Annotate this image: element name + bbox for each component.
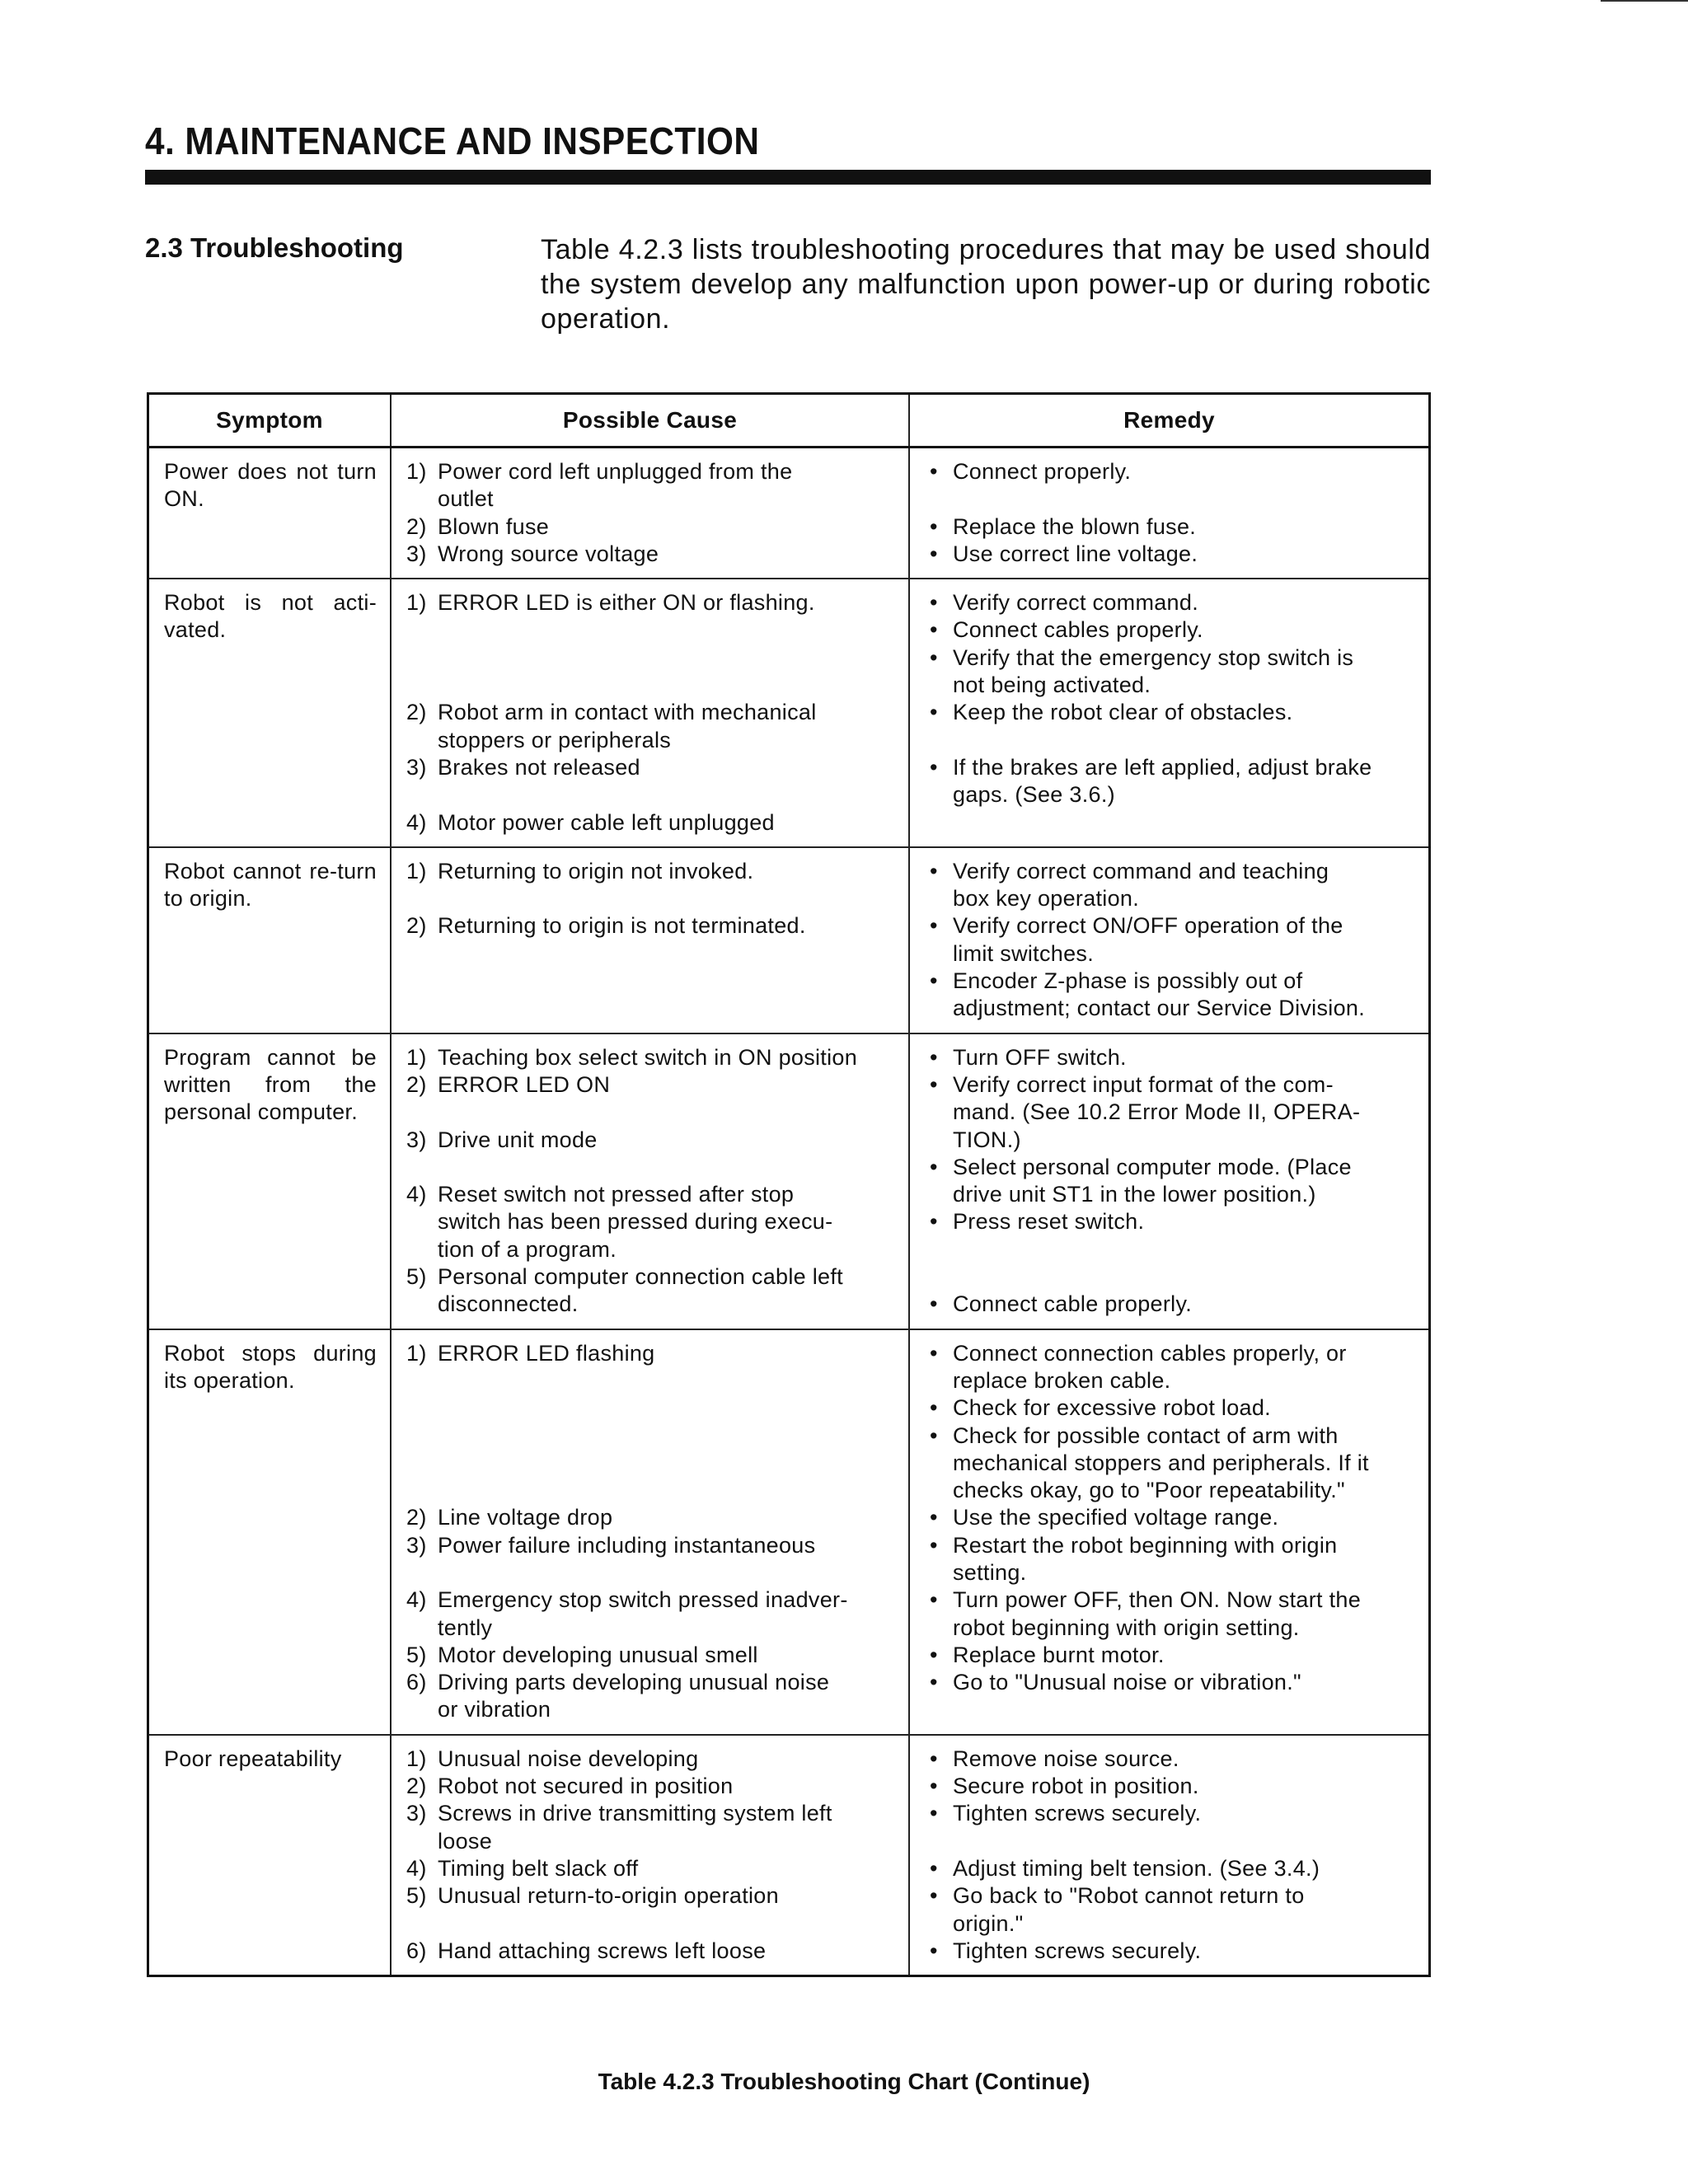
bullet-icon: •	[930, 1422, 938, 1448]
cause-text: Screws in drive transmitting system left	[438, 1801, 832, 1826]
symptom-cell: Robot cannot re-turn to origin.	[148, 847, 392, 1033]
remedy-line	[925, 1504, 1415, 1531]
remedy-text: Use the specified voltage range.	[953, 1505, 1279, 1530]
cause-text: tion of a program.	[438, 1236, 617, 1262]
remedy-text: Press reset switch.	[953, 1209, 1145, 1235]
cause-line	[406, 1828, 895, 1855]
table-row	[148, 579, 1430, 847]
bullet-icon: •	[930, 754, 938, 780]
remedy-text: Check for possible contact of arm with	[953, 1422, 1339, 1448]
cause-number	[406, 1828, 438, 1855]
cause-number: 3)	[406, 1801, 427, 1826]
table-row	[148, 847, 1430, 1033]
cause-line	[406, 458, 895, 485]
bullet-icon	[925, 1367, 953, 1394]
remedy-text: box key operation.	[953, 886, 1140, 912]
remedy-text: Select personal computer mode. (Place	[953, 1154, 1352, 1179]
remedy-line	[925, 1450, 1415, 1477]
remedy-text: Go back to "Robot cannot return to	[953, 1883, 1305, 1909]
remedy-line	[925, 1615, 1415, 1642]
remedy-text: drive unit ST1 in the lower position.)	[953, 1182, 1316, 1207]
cause-text: Robot not secured in position	[438, 1774, 734, 1799]
cause-text: Driving parts developing unusual noise	[438, 1670, 830, 1695]
remedy-line	[925, 644, 1415, 672]
spacer	[406, 672, 895, 699]
remedy-line	[925, 1340, 1415, 1367]
spacer	[406, 1422, 895, 1450]
cause-number: 1)	[406, 1340, 427, 1366]
bullet-icon: •	[930, 1505, 938, 1530]
remedy-line	[925, 1882, 1415, 1910]
cause-text: Wrong source voltage	[438, 541, 659, 566]
spacer	[925, 727, 1415, 754]
cause-text: Motor power cable left unplugged	[438, 809, 775, 835]
cause-number: 1)	[406, 858, 427, 883]
cause-line	[406, 1263, 895, 1291]
remedy-line	[925, 1800, 1415, 1827]
cause-text: Personal computer connection cable left	[438, 1264, 843, 1290]
cause-line	[406, 1044, 895, 1071]
top-edge-rule	[1601, 0, 1688, 2]
bullet-icon: •	[930, 1883, 938, 1909]
remedy-line	[925, 1127, 1415, 1154]
bullet-icon: •	[930, 1801, 938, 1826]
cause-line	[406, 1340, 895, 1367]
remedy-text: not being activated.	[953, 673, 1151, 698]
cause-number: 1)	[406, 1746, 427, 1771]
cause-number: 5)	[406, 1883, 427, 1909]
bullet-icon	[925, 1615, 953, 1642]
bullet-icon: •	[930, 513, 938, 539]
cause-line	[406, 1071, 895, 1099]
header-symptom: Symptom	[148, 394, 392, 448]
remedy-line	[925, 968, 1415, 995]
cause-number	[406, 1236, 438, 1263]
remedy-line	[925, 1855, 1415, 1882]
remedy-text: Use correct line voltage.	[953, 541, 1198, 566]
bullet-icon: •	[930, 459, 938, 484]
remedy-text: Encoder Z-phase is possibly out of	[953, 968, 1303, 994]
cause-line	[406, 727, 895, 754]
remedy-text: Keep the robot clear of obstacles.	[953, 700, 1293, 725]
cause-number: 4)	[406, 1855, 427, 1881]
remedy-cell	[909, 847, 1430, 1033]
spacer	[406, 1559, 895, 1586]
cause-number: 2)	[406, 1774, 427, 1799]
cause-number: 1)	[406, 1044, 427, 1070]
remedy-line	[925, 1181, 1415, 1208]
cause-number	[406, 1615, 438, 1642]
remedy-cell	[909, 448, 1430, 579]
remedy-text: adjustment; contact our Service Division.	[953, 996, 1366, 1021]
remedy-line	[925, 1669, 1415, 1696]
remedy-text: origin."	[953, 1910, 1024, 1936]
cause-text: Blown fuse	[438, 513, 550, 539]
remedy-line	[925, 1532, 1415, 1559]
cause-number: 5)	[406, 1642, 427, 1667]
remedy-line	[925, 1642, 1415, 1669]
cause-line	[406, 1642, 895, 1669]
remedy-text: Restart the robot beginning with origin	[953, 1532, 1338, 1558]
cause-text: disconnected.	[438, 1291, 579, 1317]
remedy-text: Connect cables properly.	[953, 617, 1203, 643]
cause-number: 6)	[406, 1670, 427, 1695]
spacer	[925, 1236, 1415, 1263]
cause-number: 2)	[406, 913, 427, 939]
cause-text: Robot arm in contact with mechanical	[438, 700, 817, 725]
cause-text: Unusual return-to-origin operation	[438, 1883, 779, 1909]
title-underline-bar	[145, 170, 1431, 185]
cause-text: Teaching box select switch in ON position	[438, 1044, 858, 1070]
bullet-icon: •	[930, 1044, 938, 1070]
cause-text: switch has been pressed during execu-	[438, 1209, 833, 1235]
bullet-icon: •	[930, 858, 938, 883]
cause-number: 4)	[406, 1587, 427, 1613]
remedy-text: mand. (See 10.2 Error Mode II, OPERA-	[953, 1099, 1361, 1125]
bullet-icon: •	[930, 1291, 938, 1317]
remedy-line	[925, 1071, 1415, 1099]
bullet-icon: •	[930, 700, 938, 725]
cause-number: 3)	[406, 541, 427, 566]
remedy-line	[925, 858, 1415, 885]
remedy-line	[925, 1422, 1415, 1450]
spacer	[406, 1099, 895, 1126]
cause-text: Reset switch not pressed after stop	[438, 1182, 795, 1207]
intro-paragraph: Table 4.2.3 lists troubleshooting procedures that may be used should the system develop any malfunction upon power-up or during robotic operation.	[541, 234, 1431, 335]
remedy-line	[925, 458, 1415, 485]
cause-line	[406, 1127, 895, 1154]
remedy-text: Turn power OFF, then ON. Now start the	[953, 1587, 1362, 1613]
remedy-text: limit switches.	[953, 940, 1095, 966]
cause-line	[406, 1855, 895, 1882]
cause-text: Motor developing unusual smell	[438, 1642, 758, 1667]
troubleshooting-table	[147, 392, 1431, 1977]
bullet-icon	[925, 1450, 953, 1477]
cause-line	[406, 513, 895, 541]
bullet-icon: •	[930, 1774, 938, 1799]
cause-text: Emergency stop switch pressed inadver-	[438, 1587, 848, 1613]
bullet-icon: •	[930, 1642, 938, 1667]
cause-text: Unusual noise developing	[438, 1746, 699, 1771]
remedy-text: setting.	[953, 1559, 1027, 1585]
remedy-text: Verify correct input format of the com-	[953, 1071, 1334, 1097]
cause-line	[406, 1236, 895, 1263]
spacer	[406, 1477, 895, 1504]
bullet-icon	[925, 1099, 953, 1126]
cause-line	[406, 1532, 895, 1559]
bullet-icon: •	[930, 1071, 938, 1097]
bullet-icon	[925, 1477, 953, 1504]
spacer	[406, 885, 895, 912]
bullet-icon: •	[930, 590, 938, 616]
cause-line	[406, 1800, 895, 1827]
bullet-icon: •	[930, 617, 938, 643]
remedy-line	[925, 1559, 1415, 1586]
cause-line	[406, 912, 895, 940]
remedy-line	[925, 672, 1415, 699]
cause-line	[406, 699, 895, 726]
bullet-icon	[925, 1559, 953, 1586]
bullet-icon: •	[930, 1746, 938, 1771]
bullet-icon	[925, 1181, 953, 1208]
cause-line	[406, 1746, 895, 1773]
remedy-line	[925, 1477, 1415, 1504]
remedy-line	[925, 513, 1415, 541]
table-row	[148, 1735, 1430, 1976]
remedy-text: Connect properly.	[953, 459, 1132, 484]
cause-line	[406, 754, 895, 781]
cause-cell	[391, 1033, 909, 1329]
bullet-icon	[925, 672, 953, 699]
remedy-text: Go to "Unusual noise or vibration."	[953, 1670, 1301, 1695]
cause-number: 2)	[406, 1071, 427, 1097]
bullet-icon	[925, 940, 953, 968]
symptom-cell: Poor repeatability	[148, 1735, 392, 1976]
remedy-line	[925, 1291, 1415, 1318]
cause-text: ERROR LED flashing	[438, 1340, 655, 1366]
cause-number	[406, 1696, 438, 1723]
header-remedy: Remedy	[909, 394, 1430, 448]
cause-number: 1)	[406, 459, 427, 484]
remedy-text: replace broken cable.	[953, 1367, 1171, 1393]
cause-text: outlet	[438, 486, 494, 512]
bullet-icon: •	[930, 644, 938, 670]
cause-number	[406, 485, 438, 513]
symptom-cell: Robot is not acti-vated.	[148, 579, 392, 847]
spacer	[925, 1263, 1415, 1291]
symptom-cell: Power does not turn ON.	[148, 448, 392, 579]
bullet-icon	[925, 1910, 953, 1938]
cause-number: 2)	[406, 513, 427, 539]
cause-line	[406, 1208, 895, 1235]
remedy-line	[925, 1367, 1415, 1394]
cause-number: 5)	[406, 1264, 427, 1290]
remedy-text: Check for excessive robot load.	[953, 1395, 1271, 1421]
cause-line	[406, 1291, 895, 1318]
remedy-text: robot beginning with origin setting.	[953, 1615, 1300, 1640]
cause-number: 2)	[406, 1505, 427, 1530]
spacer	[406, 1910, 895, 1938]
chapter-title: 4. MAINTENANCE AND INSPECTION	[145, 120, 760, 162]
spacer	[406, 1394, 895, 1422]
remedy-text: Remove noise source.	[953, 1746, 1179, 1771]
spacer	[406, 1367, 895, 1394]
bullet-icon	[925, 1127, 953, 1154]
remedy-text: Verify correct command and teaching	[953, 858, 1329, 883]
cause-text: Power cord left unplugged from the	[438, 459, 793, 484]
cause-line	[406, 858, 895, 885]
cause-number: 4)	[406, 809, 427, 835]
bullet-icon: •	[930, 1938, 938, 1963]
remedy-text: If the brakes are left applied, adjust brake	[953, 754, 1372, 780]
cause-number	[406, 727, 438, 754]
bullet-icon: •	[930, 1395, 938, 1421]
remedy-text: Verify correct ON/OFF operation of the	[953, 913, 1343, 939]
remedy-line	[925, 1154, 1415, 1181]
cause-text: Returning to origin is not terminated.	[438, 913, 806, 939]
remedy-line	[925, 1910, 1415, 1938]
bullet-icon: •	[930, 1855, 938, 1881]
cause-line	[406, 1882, 895, 1910]
cause-text: Power failure including instantaneous	[438, 1532, 816, 1558]
section-heading: 2.3 Troubleshooting	[145, 232, 404, 263]
spacer	[406, 1154, 895, 1181]
bullet-icon: •	[930, 968, 938, 994]
cause-line	[406, 809, 895, 837]
remedy-line	[925, 1394, 1415, 1422]
cause-text: Brakes not released	[438, 754, 640, 780]
cause-text: Line voltage drop	[438, 1505, 613, 1530]
table-row	[148, 448, 1430, 579]
cause-text: Hand attaching screws left loose	[438, 1938, 767, 1963]
remedy-cell	[909, 1033, 1430, 1329]
cause-line	[406, 1586, 895, 1614]
remedy-line	[925, 541, 1415, 568]
cause-number: 4)	[406, 1182, 427, 1207]
remedy-line	[925, 995, 1415, 1022]
remedy-line	[925, 1938, 1415, 1965]
symptom-cell: Program cannot be written from the personal computer.	[148, 1033, 392, 1329]
bullet-icon: •	[930, 541, 938, 566]
cause-text: Timing belt slack off	[438, 1855, 639, 1881]
bullet-icon: •	[930, 1670, 938, 1695]
cause-cell	[391, 579, 909, 847]
remedy-line	[925, 699, 1415, 726]
cause-number: 6)	[406, 1938, 427, 1963]
remedy-line	[925, 1746, 1415, 1773]
remedy-text: Replace burnt motor.	[953, 1642, 1165, 1667]
cause-text: loose	[438, 1828, 493, 1854]
cause-cell	[391, 1735, 909, 1976]
remedy-cell	[909, 1735, 1430, 1976]
remedy-text: Secure robot in position.	[953, 1774, 1199, 1799]
remedy-text: mechanical stoppers and peripherals. If it	[953, 1450, 1369, 1475]
remedy-line	[925, 589, 1415, 616]
table-row	[148, 1033, 1430, 1329]
remedy-text: Adjust timing belt tension. (See 3.4.)	[953, 1855, 1320, 1881]
remedy-text: gaps. (See 3.6.)	[953, 782, 1115, 808]
cause-line	[406, 1696, 895, 1723]
remedy-text: checks okay, go to "Poor repeatability."	[953, 1478, 1345, 1503]
cause-line	[406, 1504, 895, 1531]
remedy-line	[925, 912, 1415, 940]
symptom-cell: Robot stops during its operation.	[148, 1329, 392, 1735]
cause-line	[406, 1669, 895, 1696]
bullet-icon: •	[930, 1154, 938, 1179]
bullet-icon: •	[930, 1209, 938, 1235]
bullet-icon: •	[930, 913, 938, 939]
remedy-line	[925, 1044, 1415, 1071]
remedy-text: Turn OFF switch.	[953, 1044, 1127, 1070]
cause-line	[406, 589, 895, 616]
cause-line	[406, 1938, 895, 1965]
bullet-icon: •	[930, 1340, 938, 1366]
spacer	[406, 781, 895, 808]
remedy-cell	[909, 1329, 1430, 1735]
bullet-icon: •	[930, 1587, 938, 1613]
table-row	[148, 1329, 1430, 1735]
table-body	[148, 448, 1430, 1976]
cause-number: 3)	[406, 754, 427, 780]
remedy-text: Tighten screws securely.	[953, 1801, 1202, 1826]
spacer	[406, 616, 895, 644]
cause-number: 2)	[406, 700, 427, 725]
bullet-icon	[925, 995, 953, 1022]
remedy-line	[925, 754, 1415, 781]
bullet-icon	[925, 781, 953, 808]
cause-line	[406, 485, 895, 513]
cause-text: ERROR LED is either ON or flashing.	[438, 590, 815, 616]
cause-text: stoppers or peripherals	[438, 727, 672, 752]
spacer	[406, 644, 895, 672]
bullet-icon	[925, 885, 953, 912]
table-header-row	[148, 394, 1430, 448]
remedy-text: Verify that the emergency stop switch is	[953, 644, 1354, 670]
cause-line	[406, 1615, 895, 1642]
remedy-text: Verify correct command.	[953, 590, 1198, 616]
cause-line	[406, 541, 895, 568]
remedy-line	[925, 1773, 1415, 1800]
remedy-text: TION.)	[953, 1127, 1021, 1152]
cause-cell	[391, 448, 909, 579]
cause-line	[406, 1773, 895, 1800]
remedy-text: Connect connection cables properly, or	[953, 1340, 1347, 1366]
remedy-line	[925, 1208, 1415, 1235]
table-caption: Table 4.2.3 Troubleshooting Chart (Continue)	[598, 2069, 1090, 2094]
remedy-line	[925, 940, 1415, 968]
cause-text: or vibration	[438, 1697, 551, 1722]
spacer	[925, 1828, 1415, 1855]
remedy-text: Replace the blown fuse.	[953, 513, 1197, 539]
remedy-line	[925, 1586, 1415, 1614]
header-possible-cause: Possible Cause	[391, 394, 909, 448]
remedy-line	[925, 1099, 1415, 1126]
remedy-line	[925, 616, 1415, 644]
cause-line	[406, 1181, 895, 1208]
cause-cell	[391, 1329, 909, 1735]
remedy-text: Connect cable properly.	[953, 1291, 1193, 1317]
cause-cell	[391, 847, 909, 1033]
spacer	[406, 1450, 895, 1477]
cause-number: 3)	[406, 1127, 427, 1152]
cause-number	[406, 1208, 438, 1235]
remedy-line	[925, 781, 1415, 808]
remedy-cell	[909, 579, 1430, 847]
cause-text: ERROR LED ON	[438, 1071, 611, 1097]
cause-text: Returning to origin not invoked.	[438, 858, 754, 883]
remedy-text: Tighten screws securely.	[953, 1938, 1202, 1963]
spacer	[925, 485, 1415, 513]
cause-text: tently	[438, 1615, 493, 1640]
cause-text: Drive unit mode	[438, 1127, 598, 1152]
remedy-line	[925, 885, 1415, 912]
bullet-icon: •	[930, 1532, 938, 1558]
cause-number: 3)	[406, 1532, 427, 1558]
cause-number: 1)	[406, 590, 427, 616]
cause-number	[406, 1291, 438, 1318]
